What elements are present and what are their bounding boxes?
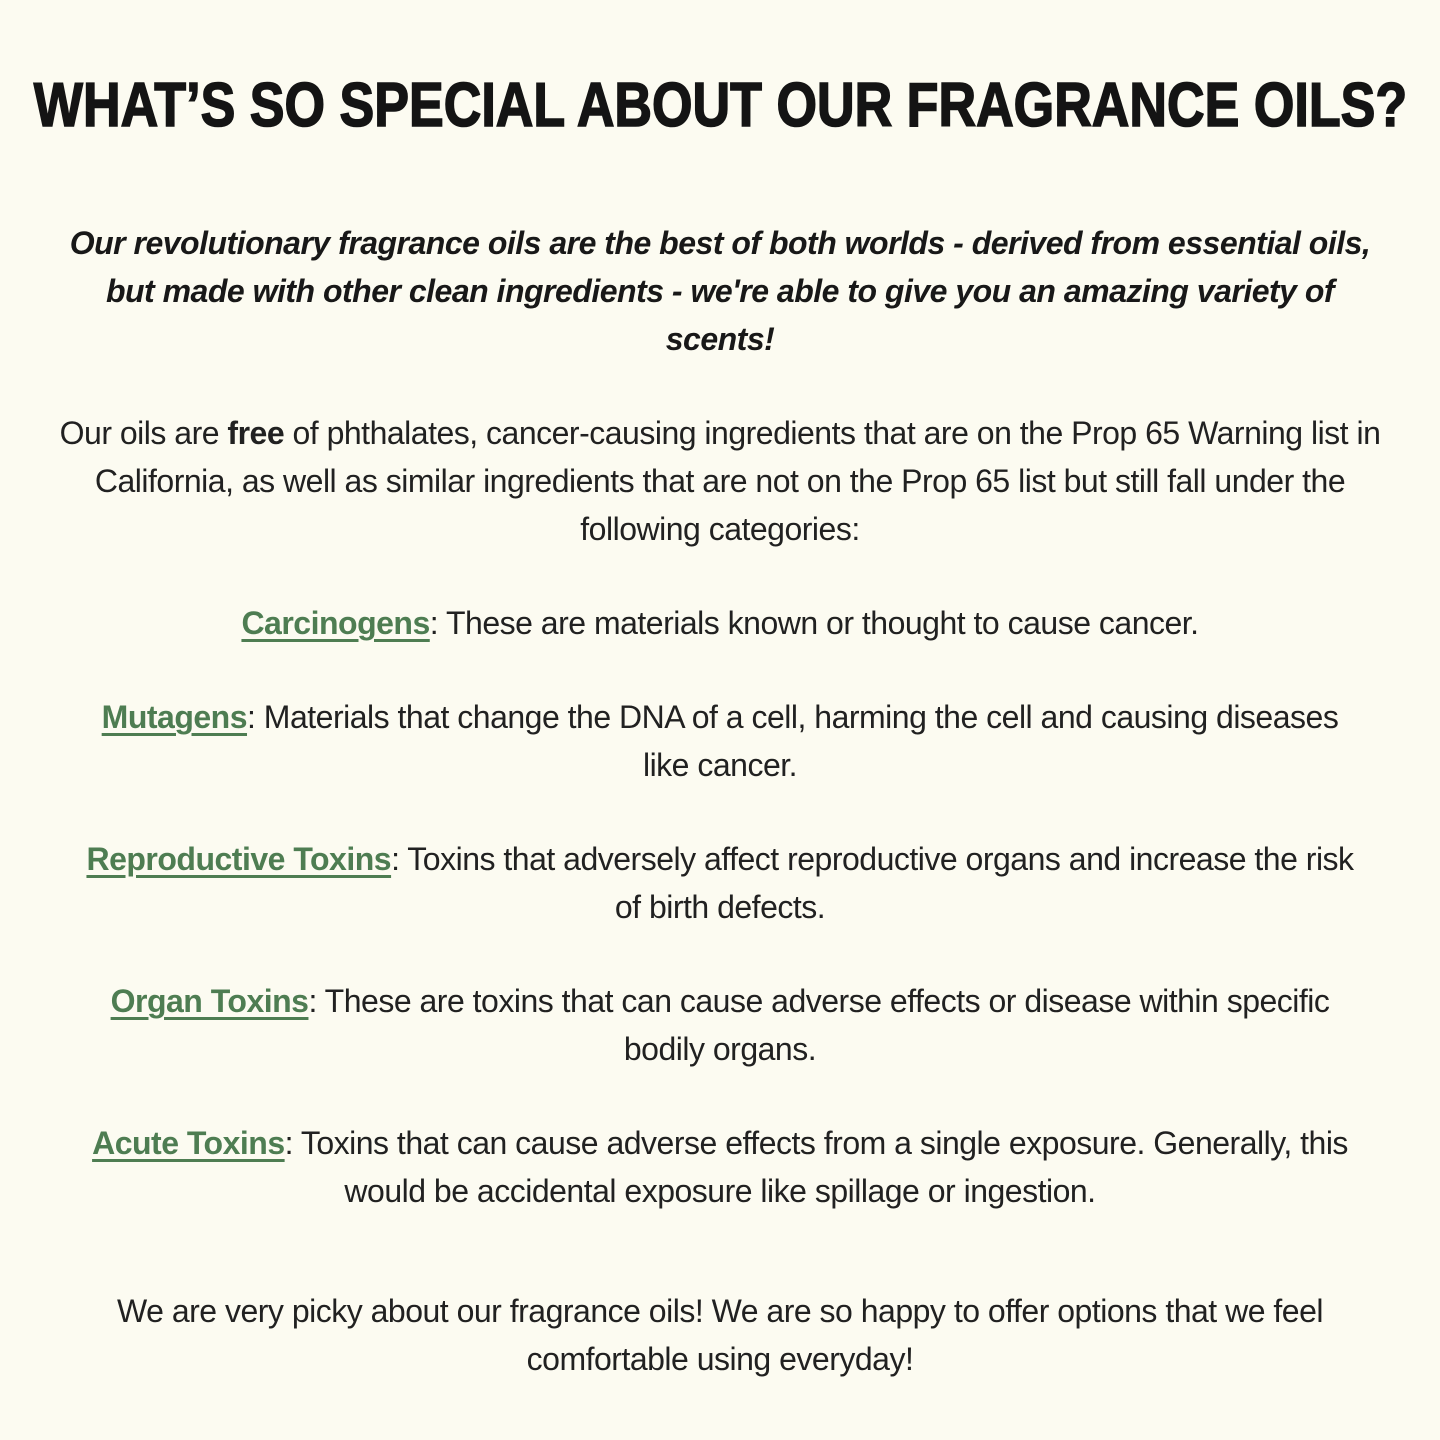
category-term-acute-toxins[interactable]: Acute Toxins <box>92 1125 285 1162</box>
category-item-mutagens <box>85 693 1355 789</box>
body-text-bold-word: free <box>227 415 285 452</box>
category-definition-carcinogens: : These are materials known or thought to cause cancer. <box>429 605 1199 642</box>
intro-text: Our revolutionary fragrance oils are the best of both worlds - derived from essential oils, but made with other clean ingredients - we're able to give you an amazing variety of scents! <box>69 225 1371 358</box>
category-term-carcinogens[interactable]: Carcinogens <box>241 605 430 642</box>
category-definition-mutagens: : Materials that change the DNA of a cell, harming the cell and causing diseases like cancer. <box>247 699 1339 784</box>
body-text-suffix: of phthalates, cancer-causing ingredients that are on the Prop 65 Warning list in California, as well as similar ingredients that are not on the Prop 65 list but still fall under the following categories: <box>94 415 1381 548</box>
category-definition-acute-toxins: : Toxins that can cause adverse effects from a single exposure. Generally, this would be accidental exposure like spillage or ingestion. <box>284 1125 1348 1210</box>
category-definition-reproductive-toxins: : Toxins that adversely affect reproductive organs and increase the risk of birth defects. <box>391 841 1354 926</box>
category-item-reproductive-toxins <box>85 835 1355 931</box>
category-item-carcinogens <box>241 599 1198 647</box>
category-definition-organ-toxins: : These are toxins that can cause adverse effects or disease within specific bodily organs. <box>308 983 1330 1068</box>
body-paragraph <box>40 409 1400 553</box>
category-item-organ-toxins <box>85 977 1355 1073</box>
body-text-prefix: Our oils are <box>59 415 228 452</box>
category-term-reproductive-toxins[interactable]: Reproductive Toxins <box>86 841 392 878</box>
page-title: WHAT’S SO SPECIAL ABOUT OUR FRAGRANCE OILS? <box>33 71 1407 140</box>
category-term-mutagens[interactable]: Mutagens <box>101 699 248 736</box>
category-term-organ-toxins[interactable]: Organ Toxins <box>110 983 309 1020</box>
closing-paragraph: We are very picky about our fragrance oils! We are so happy to offer options that we feel comfortable using everyday! <box>117 1293 1323 1378</box>
category-item-acute-toxins <box>85 1119 1355 1215</box>
